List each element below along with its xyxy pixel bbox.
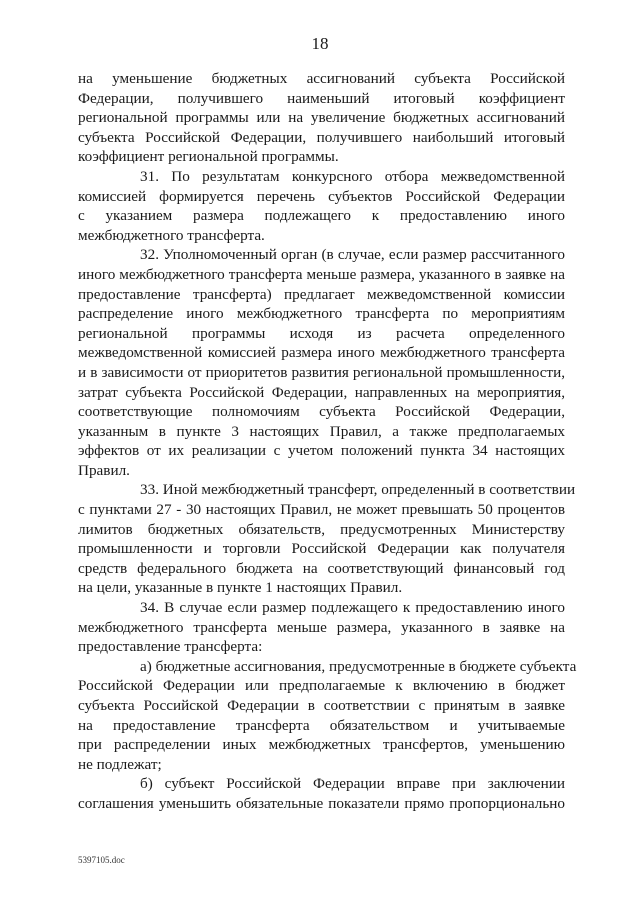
document-body [78, 69, 577, 814]
text-line: коэффициент региональной программы. [78, 148, 339, 166]
text-line: 31. По результатам конкурсного отбора межведомственной [140, 167, 565, 185]
text-line: соглашения уменьшить обязательные показатели прямо пропорционально [78, 794, 565, 812]
text-line: межбюджетного трансферта. [78, 226, 265, 244]
text-line: субъекта Российской Федерации в соответствии с принятым в заявке [78, 697, 565, 714]
text-line: Правил. [78, 461, 130, 479]
text-line: иного межбюджетного трансферта меньше размера, указанного в заявке на [78, 265, 565, 283]
text-line: промышленности и торговли Российской Федерации как получателя [78, 540, 565, 558]
text-line: лимитов бюджетных обязательств, предусмотренных Министерству [78, 520, 565, 538]
text-line: с указанием размера подлежащего к предоставлению иного [78, 207, 565, 225]
text-line: 33. Иной межбюджетный трансферт, определенный в соответствии [140, 481, 576, 499]
text-line: распределение иного межбюджетного трансферта по мероприятиям [78, 305, 565, 323]
text-line: 34. В случае если размер подлежащего к предоставлению иного [140, 599, 565, 617]
text-line: региональной программы или на увеличение бюджетных ассигнований [78, 109, 565, 127]
text-line: 32. Уполномоченный орган (в случае, если размер рассчитанного [140, 246, 565, 264]
text-line: соответствующие полномочиям субъекта Российской Федерации, [78, 403, 565, 421]
text-line: на уменьшение бюджетных ассигнований субъекта Российской [78, 70, 565, 87]
text-line: на цели, указанные в пункте 1 настоящих Правил. [78, 579, 403, 597]
text-line: на предоставление трансферта обязательством и учитываемые [78, 716, 565, 734]
page-number: 18 [311, 34, 329, 53]
document-footer-code: 5397105.doc [78, 855, 125, 865]
text-line: межведомственной комиссией размера иного межбюджетного трансферта [78, 344, 565, 362]
text-line: Федерации, получившего наименьший итоговый коэффициент [78, 89, 565, 107]
text-line: комиссией формируется перечень субъектов Российской Федерации [78, 187, 565, 205]
text-line: субъекта Российской Федерации, получившего наибольший итоговый [78, 128, 565, 146]
text-line: Российской Федерации или предполагаемые к включению в бюджет [78, 677, 565, 695]
text-line: межбюджетного трансферта меньше размера, указанного в заявке на [78, 618, 565, 636]
text-line: указанным в пункте 3 настоящих Правил, а также предполагаемых [78, 422, 565, 440]
text-line: предоставление трансферта) предлагает межведомственной комиссии [78, 285, 565, 303]
text-line: предоставление трансферта: [78, 638, 263, 656]
text-line: а) бюджетные ассигнования, предусмотренные в бюджете субъекта [140, 657, 577, 675]
text-line: затрат субъекта Российской Федерации, направленных на мероприятия, [78, 383, 565, 401]
text-line: средств федерального бюджета на соответствующий финансовый год [78, 559, 565, 577]
text-line: с пунктами 27 - 30 настоящих Правил, не может превышать 50 процентов [78, 501, 565, 519]
text-line: не подлежат; [78, 755, 162, 773]
text-line: и в зависимости от приоритетов развития региональной промышленности, [78, 363, 565, 381]
text-line: при распределении иных межбюджетных трансфертов, уменьшению [78, 736, 565, 754]
text-line: региональной программы исходя из расчета определенного [78, 324, 565, 342]
text-line: б) субъект Российской Федерации вправе при заключении [140, 775, 565, 793]
text-line: эффектов от их реализации с учетом положений пункта 34 настоящих [78, 442, 565, 460]
